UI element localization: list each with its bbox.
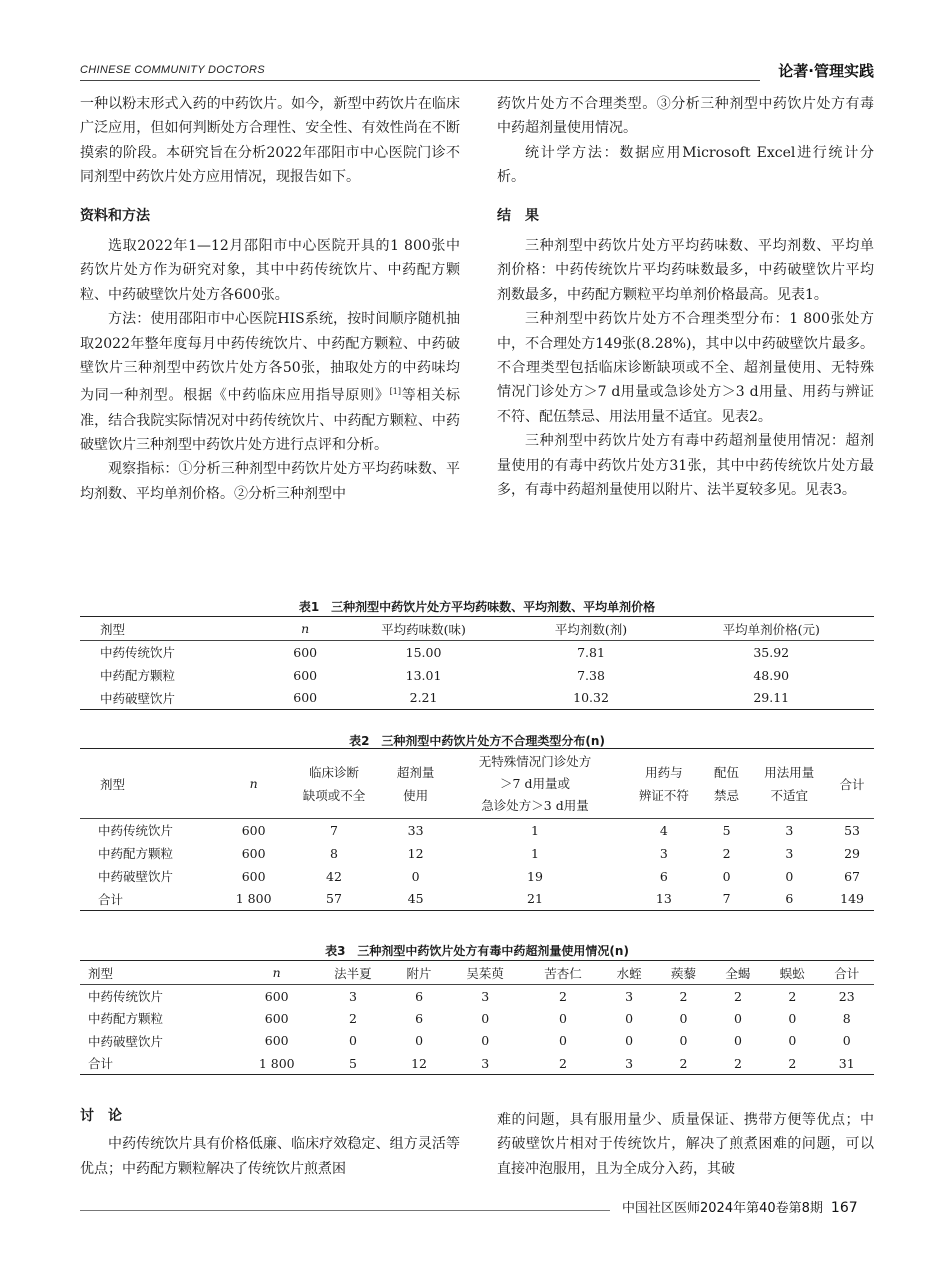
table2-cell: 3 xyxy=(659,845,668,861)
table2-cell: 中药传统饮片 xyxy=(98,823,174,839)
table2-cell: 149 xyxy=(830,888,874,911)
table2-cell: 8 xyxy=(329,845,338,861)
results-paragraph-3: 三种剂型中药饮片处方有毒中药超剂量使用情况：超剂量使用的有毒中药饮片处方31张，其中中药传统饮片处方最多，有毒中药超剂量使用以附片、法半夏较多见。见表3。 xyxy=(497,433,874,499)
method-paragraph xyxy=(80,307,460,457)
table2-header: 配伍 禁忌 xyxy=(705,749,749,819)
indicators-paragraph: 观察指标：①分析三种剂型中药饮片处方平均药味数、平均剂数、平均单剂价格。②分析三种剂型中 xyxy=(80,461,460,502)
table1-caption: 表1 三种剂型中药饮片处方平均药味数、平均剂数、平均单剂价格 xyxy=(298,600,656,614)
table3-row xyxy=(80,1052,874,1075)
table3-cell: 600 xyxy=(264,988,289,1004)
table1-cell: 29.11 xyxy=(668,687,874,710)
footer xyxy=(622,1197,858,1216)
table2-header: 超剂量 使用 xyxy=(384,749,447,819)
table3-row xyxy=(80,1030,874,1053)
table3-header: 吴茱萸 xyxy=(446,961,524,985)
method-text-a: 方法：使用邵阳市中心医院HIS系统，按时间顺序随机抽取2022年整年度每月中药传统饮片、中药配方颗粒、中药破壁饮片三种剂型中药饮片处方各50张，抽取处方的中药味均为同一种剂型。根据《中药临床应用指导原则》 xyxy=(80,311,460,405)
table3-cell: 0 xyxy=(679,1010,688,1026)
table3-cell: 5 xyxy=(314,1052,392,1075)
table2-cell: 67 xyxy=(844,868,860,884)
table3-cell: 2 xyxy=(711,1052,765,1075)
table3-cell: 0 xyxy=(788,1033,797,1049)
discussion-right xyxy=(497,1108,874,1181)
table1-header: 平均药味数(味) xyxy=(333,617,513,641)
results-heading: 结 果 xyxy=(497,207,539,224)
table1-cell: 中药破壁饮片 xyxy=(80,687,277,710)
table2-cell: 600 xyxy=(241,822,266,838)
table1-cell: 13.01 xyxy=(405,667,442,683)
table3-header: 合计 xyxy=(820,961,875,985)
table3-cell: 3 xyxy=(348,988,357,1004)
table3-cell: 3 xyxy=(602,1052,656,1075)
results-paragraph-2: 三种剂型中药饮片处方不合理类型分布：1 800张处方中，不合理处方149张(8.28%)，其中以中药破壁饮片最多。不合理类型包括临床诊断缺项或不全、超剂量使用、无特殊情况门诊处方＞7 d用量或急诊处方＞3 d用量、用药与辨证不符、配伍禁忌、用法用量不适宜。见表2。 xyxy=(497,311,874,425)
section-tag: 论著·管理实践 xyxy=(778,62,874,80)
right-column xyxy=(497,92,874,503)
table2-cell: 6 xyxy=(748,888,830,911)
table2-cell: 45 xyxy=(384,888,447,911)
table3-row xyxy=(80,1007,874,1030)
table3-cell: 2 xyxy=(524,1052,602,1075)
indicators-continued: 药饮片处方不合理类型。③分析三种剂型中药饮片处方有毒中药超剂量使用情况。 xyxy=(497,96,874,137)
table3-cell: 0 xyxy=(788,1010,797,1026)
table3-cell: 中药配方颗粒 xyxy=(88,1011,164,1027)
table3-cell: 0 xyxy=(559,1033,567,1049)
table2-header: 合计 xyxy=(830,749,874,819)
reference-mark: [1] xyxy=(389,387,402,397)
table2-row xyxy=(80,888,874,911)
table2-row xyxy=(80,842,874,865)
left-column xyxy=(80,92,460,506)
table3-header: 蒺藜 xyxy=(656,961,710,985)
table2-cell: 7 xyxy=(705,888,749,911)
table2-cell: 0 xyxy=(411,868,420,884)
table1-row xyxy=(80,641,874,664)
table1-header: 剂型 xyxy=(80,617,277,641)
table1-cell: 600 xyxy=(277,687,334,710)
table3-cell: 2 xyxy=(765,1052,819,1075)
table3-cell: 3 xyxy=(625,988,634,1004)
intro-paragraph: 一种以粉末形式入药的中药饮片。如今，新型中药饮片在临床广泛应用，但如何判断处方合理性、安全性、有效性尚在不断摸索的阶段。本研究旨在分析2022年邵阳市中心医院门诊不同剂型中药饮片处方应用情况，现报告如下。 xyxy=(80,96,460,186)
table2-cell: 600 xyxy=(241,845,266,861)
table2-header: 用法用量 不适宜 xyxy=(748,749,830,819)
table2-cell: 19 xyxy=(527,868,543,884)
table1-cell: 35.92 xyxy=(753,644,790,660)
table1-cell: 15.00 xyxy=(405,644,442,660)
header-rule xyxy=(80,80,760,81)
table2-caption: 表2 三种剂型中药饮片处方不合理类型分布(n) xyxy=(349,734,605,748)
table3 xyxy=(80,960,874,1075)
subjects-paragraph: 选取2022年1—12月邵阳市中心医院开具的1 800张中药饮片处方作为研究对象，其中中药传统饮片、中药配方颗粒、中药破壁饮片处方各600张。 xyxy=(80,238,460,303)
table2-cell: 5 xyxy=(722,822,731,838)
table3-caption: 表3 三种剂型中药饮片处方有毒中药超剂量使用情况(n) xyxy=(325,944,629,958)
discussion-heading: 讨 论 xyxy=(80,1108,122,1124)
table3-cell: 2 xyxy=(559,988,567,1004)
table2-cell: 中药破壁饮片 xyxy=(98,869,174,884)
table3-cell: 3 xyxy=(446,1052,524,1075)
methods-heading: 资料和方法 xyxy=(80,207,150,224)
table2-row xyxy=(80,819,874,842)
table2-cell: 600 xyxy=(241,868,266,884)
table2-cell: 13 xyxy=(623,888,705,911)
table2 xyxy=(80,748,874,911)
table3-cell: 23 xyxy=(838,988,855,1004)
table2-header: 无特殊情况门诊处方 ＞7 d用量或 急诊处方＞3 d用量 xyxy=(447,749,623,819)
table2-cell: 0 xyxy=(785,868,794,884)
table3-cell: 600 xyxy=(264,1033,289,1049)
discussion-paragraph-left: 中药传统饮片具有价格低廉、临床疗效稳定、组方灵活等优点；中药配方颗粒解决了传统饮片煎煮困 xyxy=(80,1136,460,1177)
table3-cell: 0 xyxy=(415,1033,424,1049)
table2-cell: 4 xyxy=(659,822,668,838)
table2-cell: 33 xyxy=(407,822,424,838)
journal-issue: 中国社区医师2024年第40卷第8期 xyxy=(622,1201,823,1216)
table2-header: 用药与 辨证不符 xyxy=(623,749,705,819)
table1-row xyxy=(80,687,874,710)
table2-cell: 7 xyxy=(329,822,338,838)
table1-cell: 中药传统饮片 xyxy=(100,645,176,661)
table1-cell: 600 xyxy=(293,644,318,660)
table3-cell: 0 xyxy=(481,1010,490,1026)
table1-header: 平均单剂价格(元) xyxy=(668,617,874,641)
table3-cell: 2 xyxy=(733,988,742,1004)
table2-cell: 57 xyxy=(284,888,385,911)
table2-cell: 6 xyxy=(659,868,668,884)
table3-cell: 2 xyxy=(679,988,688,1004)
discussion-left xyxy=(80,1104,460,1181)
table3-cell: 2 xyxy=(788,988,797,1004)
table2-row xyxy=(80,865,874,888)
table3-header: 苦杏仁 xyxy=(524,961,602,985)
table3-cell: 0 xyxy=(625,1010,634,1026)
discussion-paragraph-right: 难的问题，具有服用量少、质量保证、携带方便等优点；中药破壁饮片相对于传统饮片，解决了煎煮困难的问题，可以直接冲泡服用，且为全成分入药，其破 xyxy=(497,1112,874,1177)
table2-cell: 21 xyxy=(447,888,623,911)
table3-cell: 6 xyxy=(415,1010,424,1026)
table2-cell: 2 xyxy=(722,845,731,861)
table3-header: 剂型 xyxy=(80,961,239,985)
page-number: 167 xyxy=(830,1200,858,1216)
results-paragraph-1: 三种剂型中药饮片处方平均药味数、平均剂数、平均单剂价格：中药传统饮片平均药味数最多，中药破壁饮片平均剂数最多，中药配方颗粒平均单剂价格最高。见表1。 xyxy=(497,238,874,303)
table2-cell: 1 800 xyxy=(224,888,284,911)
table1-cell: 600 xyxy=(293,667,318,683)
table1-header: 平均剂数(剂) xyxy=(514,617,669,641)
table1-cell: 10.32 xyxy=(514,687,669,710)
table3-cell: 3 xyxy=(481,988,490,1004)
table1-cell: 48.90 xyxy=(753,667,790,683)
table3-cell: 0 xyxy=(625,1033,634,1049)
table1-cell: 7.38 xyxy=(577,667,605,683)
table2-cell: 3 xyxy=(785,822,794,838)
table2-cell: 3 xyxy=(785,845,794,861)
table2-header: 临床诊断 缺项或不全 xyxy=(284,749,385,819)
table3-cell: 合计 xyxy=(80,1052,239,1075)
table2-cell: 12 xyxy=(407,845,424,861)
table3-cell: 0 xyxy=(559,1010,567,1026)
table3-cell: 0 xyxy=(733,1010,742,1026)
table1-header: n xyxy=(277,617,334,641)
table3-cell: 8 xyxy=(842,1010,851,1026)
table3-header: n xyxy=(239,961,314,985)
table1-cell: 7.81 xyxy=(577,644,605,660)
table3-header: 水蛭 xyxy=(602,961,656,985)
table3-cell: 0 xyxy=(481,1033,490,1049)
table1 xyxy=(80,616,874,710)
table2-cell: 42 xyxy=(326,868,342,884)
footer-rule xyxy=(80,1210,610,1211)
table2-cell: 29 xyxy=(844,845,860,861)
table2-cell: 53 xyxy=(844,822,860,838)
table3-header: 法半夏 xyxy=(314,961,392,985)
table1-cell: 2.21 xyxy=(333,687,513,710)
table3-cell: 1 800 xyxy=(239,1052,314,1075)
table2-cell: 合计 xyxy=(80,888,224,911)
table3-cell: 2 xyxy=(656,1052,710,1075)
table3-cell: 600 xyxy=(264,1010,289,1026)
method-text-b: 等相关标准，结合我院实际情况对中药传统饮片、中药配方颗粒、中药破壁饮片三种剂型中药饮片处方进行点评和分析。 xyxy=(80,388,461,453)
table3-cell: 6 xyxy=(415,988,424,1004)
journal-name: CHINESE COMMUNITY DOCTORS xyxy=(80,64,265,76)
table2-cell: 1 xyxy=(531,845,539,861)
table2-cell: 1 xyxy=(531,822,539,838)
table3-cell: 31 xyxy=(820,1052,875,1075)
table2-cell: 中药配方颗粒 xyxy=(98,846,174,861)
table2-header: n xyxy=(224,749,284,819)
table3-cell: 2 xyxy=(348,1010,357,1026)
table3-cell: 中药破壁饮片 xyxy=(88,1033,164,1049)
table3-cell: 0 xyxy=(348,1033,357,1049)
table3-cell: 中药传统饮片 xyxy=(88,989,164,1004)
table1-row xyxy=(80,664,874,687)
table3-cell: 0 xyxy=(842,1033,851,1049)
table2-cell: 0 xyxy=(722,868,731,884)
statistics-paragraph: 统计学方法：数据应用Microsoft Excel进行统计分析。 xyxy=(497,144,874,186)
table3-cell: 12 xyxy=(392,1052,446,1075)
table3-cell: 0 xyxy=(679,1033,688,1049)
table1-cell: 中药配方颗粒 xyxy=(100,668,176,683)
table3-header: 附片 xyxy=(392,961,446,985)
table3-row xyxy=(80,985,874,1008)
table2-header: 剂型 xyxy=(80,749,224,819)
table3-header: 全蝎 xyxy=(711,961,765,985)
table3-cell: 0 xyxy=(733,1033,742,1049)
table3-header: 蜈蚣 xyxy=(765,961,819,985)
